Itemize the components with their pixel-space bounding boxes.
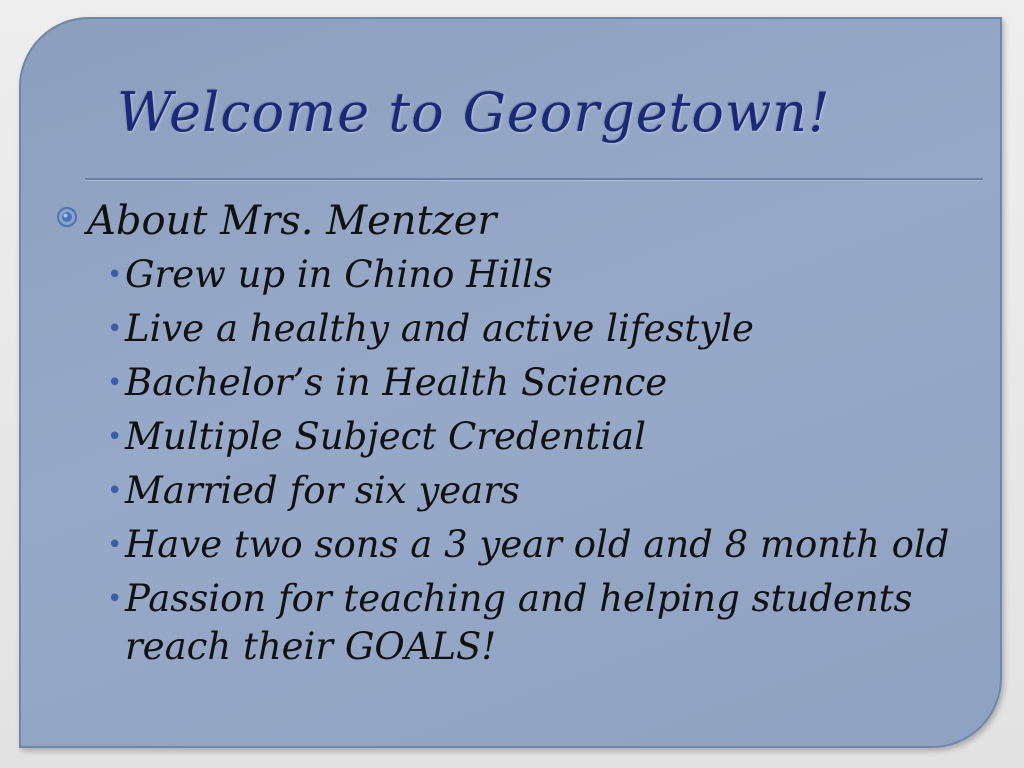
sub-bullet-item bbox=[107, 521, 955, 569]
bullet-dot: • bbox=[107, 530, 123, 560]
main-bullet bbox=[55, 191, 955, 251]
sub-bullet-text: Have two sons a 3 year old and 8 month old bbox=[125, 523, 950, 566]
sub-bullet-item bbox=[107, 251, 955, 299]
bullet-dot: • bbox=[107, 476, 123, 506]
sub-bullet-text: Grew up in Chino Hills bbox=[125, 253, 553, 296]
sub-bullet-item bbox=[107, 359, 955, 407]
sub-bullet-list bbox=[55, 251, 955, 671]
sub-bullet-text: Live a healthy and active lifestyle bbox=[125, 307, 754, 350]
slide-panel bbox=[19, 17, 1002, 748]
sub-bullet-text: Multiple Subject Credential bbox=[125, 415, 646, 458]
sub-bullet-text: Passion for teaching and helping students reach their GOALS! bbox=[125, 577, 913, 668]
slide-content bbox=[55, 191, 955, 677]
bullet-dot: • bbox=[107, 584, 123, 614]
bullet-dot: • bbox=[107, 422, 123, 452]
sub-bullet-item bbox=[107, 413, 955, 461]
sub-bullet-item bbox=[107, 575, 955, 671]
bullet-dot: • bbox=[107, 260, 123, 290]
sub-bullet-text: Bachelor’s in Health Science bbox=[125, 361, 668, 404]
slide-title: Welcome to Georgetown! bbox=[117, 81, 831, 144]
sub-bullet-text: Married for six years bbox=[125, 469, 520, 512]
bullet-dot: • bbox=[107, 314, 123, 344]
title-divider bbox=[85, 178, 983, 181]
ring-bullet-icon bbox=[55, 205, 79, 229]
bullet-dot: • bbox=[107, 368, 123, 398]
sub-bullet-item bbox=[107, 305, 955, 353]
sub-bullet-item bbox=[107, 467, 955, 515]
main-bullet-text: About Mrs. Mentzer bbox=[87, 198, 497, 244]
